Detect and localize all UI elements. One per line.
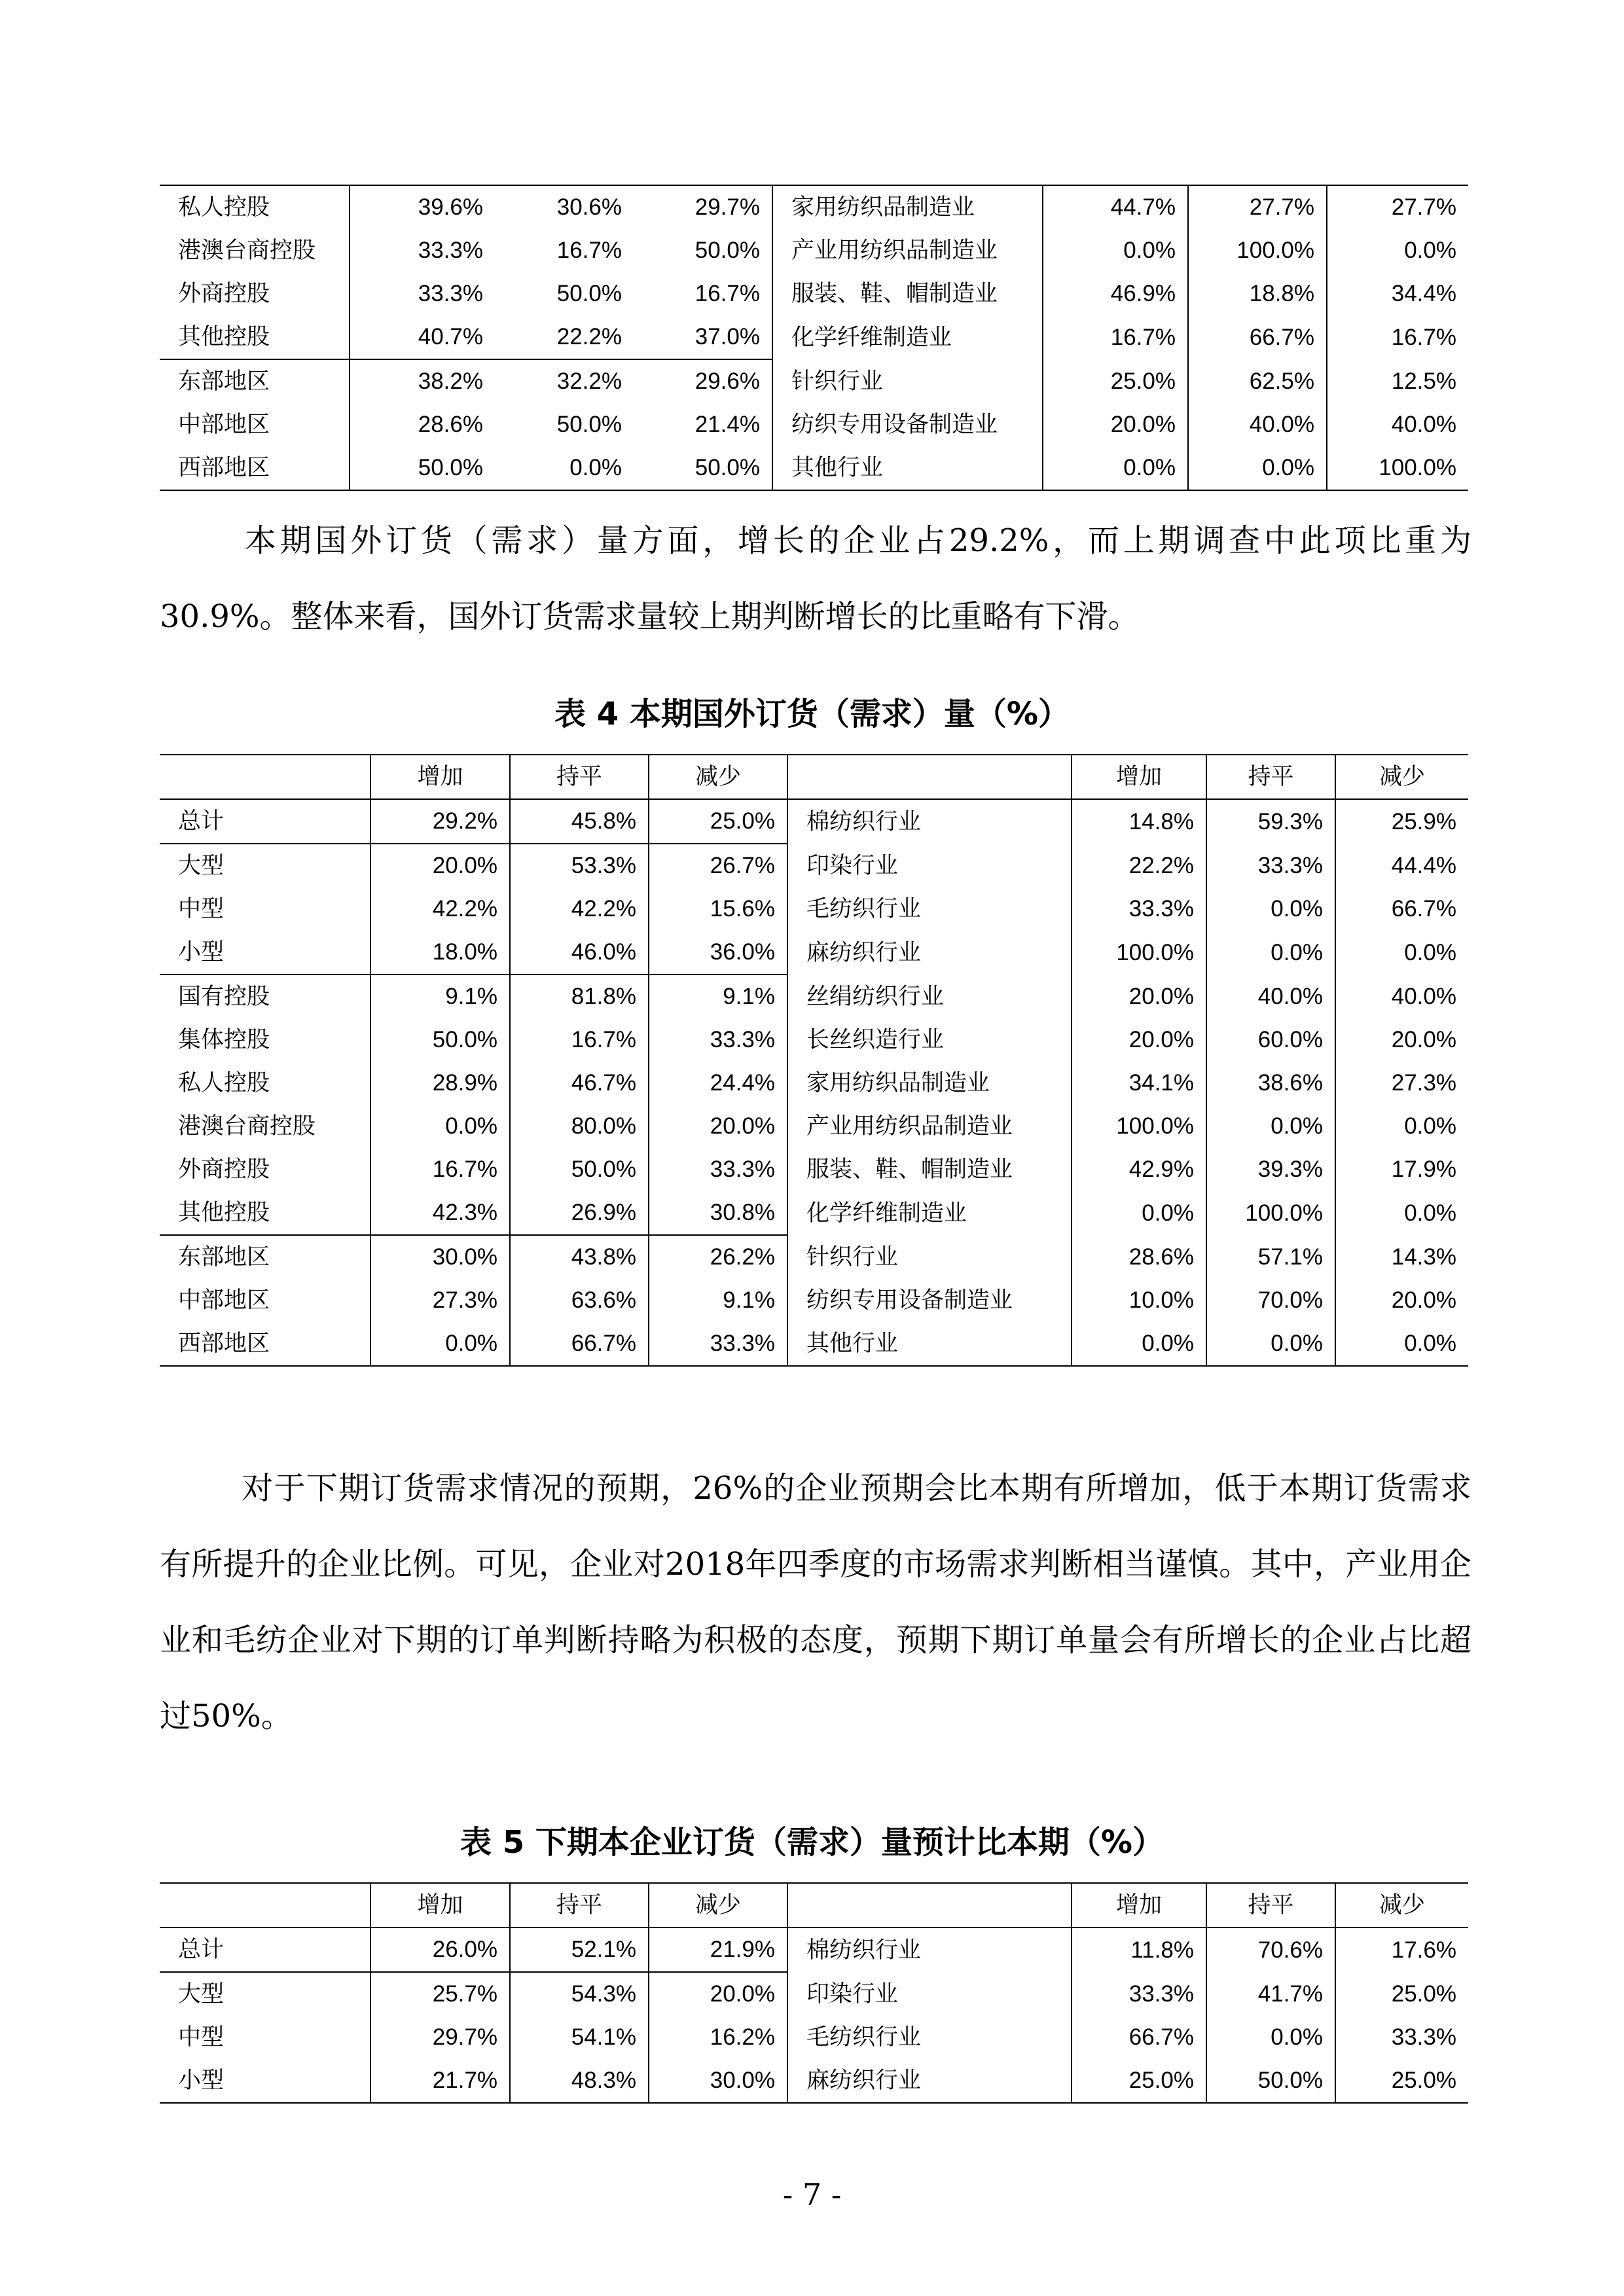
row-label: 中部地区	[178, 1287, 270, 1314]
cell-value: 0.0%	[1043, 446, 1188, 490]
header-row	[160, 1883, 1468, 1928]
cell-value: 66.7%	[1335, 888, 1468, 931]
table-row	[160, 272, 1468, 315]
cell-value: 50.0%	[370, 1018, 510, 1062]
cell-value: 33.3%	[1335, 2016, 1468, 2059]
row-label: 国有控股	[160, 975, 370, 1018]
table-row	[160, 1148, 1468, 1191]
cell-value: 28.9%	[370, 1062, 510, 1105]
cell-value: 66.7%	[1072, 2016, 1206, 2059]
column-header: 减少	[1335, 1883, 1468, 1928]
cell-value: 21.7%	[370, 2059, 510, 2103]
cell-value: 54.1%	[510, 2016, 649, 2059]
cell-value: 81.8%	[510, 975, 649, 1018]
cell-value: 14.3%	[1335, 1235, 1468, 1279]
cell-value: 20.0%	[1072, 975, 1206, 1018]
row-label: 长丝织造行业	[787, 1018, 1072, 1062]
table-row	[160, 799, 1468, 844]
cell-value: 37.0%	[695, 324, 760, 350]
header-blank	[160, 1883, 370, 1928]
table4-caption: 表 4 本期国外订货（需求）量（%）	[554, 696, 1070, 732]
cell-value: 52.1%	[510, 1928, 649, 1972]
table-row	[160, 975, 1468, 1018]
cell-value: 50.0%	[695, 238, 760, 263]
table-row	[160, 888, 1468, 931]
paragraph-text: 本期国外订货（需求）量方面，增长的企业占29.2%，而上期调查中此项比重为30.9%。整体来看，国外订货需求量较上期判断增长的比重略有下滑。	[160, 522, 1471, 635]
cell-value: 42.2%	[510, 888, 649, 931]
cell-value: 70.0%	[1206, 1279, 1335, 1322]
cell-value: 33.3%	[1206, 844, 1335, 888]
cell-value: 25.0%	[1335, 2059, 1468, 2103]
cell-value: 44.7%	[1043, 185, 1188, 229]
table5-body	[160, 1883, 1468, 2103]
header-row	[160, 755, 1468, 799]
cell-value: 0.0%	[495, 446, 634, 490]
table4	[160, 754, 1468, 1367]
row-label: 毛纺织行业	[787, 2016, 1072, 2059]
row-label: 西部地区	[160, 1322, 370, 1366]
row-label: 总计	[160, 799, 370, 844]
cell-value: 33.3%	[1072, 1972, 1206, 2016]
cell-value: 28.6%	[350, 403, 495, 446]
column-header: 减少	[649, 755, 787, 799]
cell-value: 16.7%	[370, 1148, 510, 1191]
cell-value: 20.0%	[1043, 403, 1188, 446]
column-header: 增加	[370, 1883, 510, 1928]
cell-value: 0.0%	[1335, 1191, 1468, 1235]
row-label: 针织行业	[772, 359, 1043, 403]
row-label: 其他控股	[178, 324, 270, 350]
table-row	[160, 359, 1468, 403]
cell-value: 50.0%	[1206, 2059, 1335, 2103]
row-label: 私人控股	[160, 185, 350, 229]
row-label: 外商控股	[178, 281, 270, 307]
cell-value: 34.1%	[1072, 1062, 1206, 1105]
column-header: 持平	[510, 1883, 649, 1928]
cell-value: 0.0%	[370, 1105, 510, 1148]
table-row	[160, 1018, 1468, 1062]
row-label: 服装、鞋、帽制造业	[787, 1148, 1072, 1191]
cell-value: 36.0%	[649, 931, 787, 975]
row-label: 纺织专用设备制造业	[772, 403, 1043, 446]
cell-value: 12.5%	[1327, 359, 1468, 403]
row-label: 东部地区	[160, 1235, 370, 1279]
cell-value: 33.3%	[649, 1018, 787, 1062]
cell-value: 50.0%	[556, 412, 622, 437]
cell-value: 0.0%	[370, 1322, 510, 1366]
row-label: 家用纺织品制造业	[787, 1062, 1072, 1105]
cell-value: 29.7%	[634, 185, 772, 229]
cell-value: 9.1%	[649, 975, 787, 1018]
cell-value: 25.7%	[370, 1972, 510, 2016]
cell-value: 18.0%	[370, 931, 510, 975]
row-label: 其他控股	[178, 1200, 270, 1226]
cell-value: 33.3%	[649, 1148, 787, 1191]
cell-value: 42.3%	[370, 1191, 510, 1235]
cell-value: 16.7%	[556, 238, 622, 263]
table-row	[160, 1972, 1468, 2016]
cell-value: 17.9%	[1335, 1148, 1468, 1191]
cell-value: 33.3%	[1072, 888, 1206, 931]
cell-value: 70.6%	[1206, 1928, 1335, 1972]
row-label: 西部地区	[160, 446, 350, 490]
row-label: 其他行业	[772, 446, 1043, 490]
page-number: - 7 -	[782, 2177, 842, 2212]
cell-value: 15.6%	[649, 888, 787, 931]
cell-value: 0.0%	[1335, 1322, 1468, 1366]
cell-value: 29.7%	[370, 2016, 510, 2059]
cell-value: 59.3%	[1206, 799, 1335, 844]
table-row	[160, 403, 1468, 446]
table3-continued	[160, 185, 1468, 491]
cell-value: 34.4%	[1327, 272, 1468, 315]
column-header: 减少	[1335, 755, 1468, 799]
cell-value: 20.0%	[1072, 1018, 1206, 1062]
row-label: 其他行业	[787, 1322, 1072, 1366]
row-label: 大型	[160, 844, 370, 888]
cell-value: 26.2%	[649, 1235, 787, 1279]
cell-value: 18.8%	[1188, 272, 1327, 315]
cell-value: 25.9%	[1335, 799, 1468, 844]
header-blank	[787, 755, 1072, 799]
row-label: 东部地区	[160, 359, 350, 403]
cell-value: 48.3%	[510, 2059, 649, 2103]
row-label: 针织行业	[787, 1235, 1072, 1279]
table-row	[160, 1322, 1468, 1366]
cell-value: 46.0%	[510, 931, 649, 975]
cell-value: 28.6%	[1072, 1235, 1206, 1279]
cell-value: 25.0%	[1043, 359, 1188, 403]
cell-value: 40.0%	[1327, 403, 1468, 446]
row-label: 家用纺织品制造业	[772, 185, 1043, 229]
cell-value: 0.0%	[1206, 931, 1335, 975]
cell-value: 0.0%	[1043, 229, 1188, 272]
cell-value: 42.2%	[370, 888, 510, 931]
cell-value: 33.3%	[350, 272, 495, 315]
cell-value: 26.7%	[649, 844, 787, 888]
cell-value: 16.7%	[695, 281, 760, 306]
cell-value: 30.8%	[649, 1191, 787, 1235]
cell-value: 20.0%	[1335, 1279, 1468, 1322]
cell-value: 16.7%	[1043, 315, 1188, 359]
cell-value: 40.0%	[1206, 975, 1335, 1018]
cell-value: 25.0%	[1335, 1972, 1468, 2016]
cell-value: 80.0%	[510, 1105, 649, 1148]
cell-value: 27.7%	[1188, 185, 1327, 229]
cell-value: 41.7%	[1206, 1972, 1335, 2016]
cell-value: 63.6%	[510, 1279, 649, 1322]
cell-value: 100.0%	[1327, 446, 1468, 490]
row-label: 麻纺织行业	[787, 2059, 1072, 2103]
cell-value: 100.0%	[1072, 1105, 1206, 1148]
row-label: 服装、鞋、帽制造业	[772, 272, 1043, 315]
cell-value: 100.0%	[1072, 931, 1206, 975]
cell-value: 20.0%	[649, 1972, 787, 2016]
cell-value: 29.6%	[634, 359, 772, 403]
cell-value: 42.9%	[1072, 1148, 1206, 1191]
paragraph-foreign-orders	[160, 503, 1471, 655]
cell-value: 40.0%	[1335, 975, 1468, 1018]
cell-value: 46.7%	[510, 1062, 649, 1105]
cell-value: 40.0%	[1188, 403, 1327, 446]
paragraph-next-period-forecast	[160, 1450, 1471, 1754]
cell-value: 0.0%	[1206, 2016, 1335, 2059]
row-label: 港澳台商控股	[178, 238, 316, 264]
cell-value: 16.7%	[1327, 315, 1468, 359]
cell-value: 50.0%	[510, 1148, 649, 1191]
cell-value: 16.2%	[649, 2016, 787, 2059]
row-label: 产业用纺织品制造业	[772, 229, 1043, 272]
cell-value: 43.8%	[510, 1235, 649, 1279]
cell-value: 33.3%	[350, 229, 495, 272]
cell-value: 17.6%	[1335, 1928, 1468, 1972]
table-row	[160, 1235, 1468, 1279]
row-label: 中部地区	[178, 412, 270, 438]
cell-value: 100.0%	[1206, 1191, 1335, 1235]
cell-value: 60.0%	[1206, 1018, 1335, 1062]
cell-value: 0.0%	[1335, 931, 1468, 975]
cell-value: 0.0%	[1072, 1191, 1206, 1235]
table-row	[160, 2016, 1468, 2059]
cell-value: 0.0%	[1327, 229, 1468, 272]
cell-value: 39.6%	[350, 185, 495, 229]
table-row	[160, 315, 1468, 359]
cell-value: 45.8%	[510, 799, 649, 844]
cell-value: 25.0%	[649, 799, 787, 844]
table-row	[160, 229, 1468, 272]
row-label: 化学纤维制造业	[772, 315, 1043, 359]
column-header: 持平	[510, 755, 649, 799]
cell-value: 0.0%	[1206, 888, 1335, 931]
cell-value: 44.4%	[1335, 844, 1468, 888]
cell-value: 11.8%	[1072, 1928, 1206, 1972]
cell-value: 0.0%	[1188, 446, 1327, 490]
row-label: 私人控股	[178, 1070, 270, 1096]
cell-value: 33.3%	[649, 1322, 787, 1366]
cell-value: 26.0%	[370, 1928, 510, 1972]
table-row	[160, 844, 1468, 888]
cell-value: 62.5%	[1188, 359, 1327, 403]
row-label: 总计	[160, 1928, 370, 1972]
table5-caption: 表 5 下期本企业订货（需求）量预计比本期（%）	[460, 1824, 1164, 1861]
cell-value: 24.4%	[649, 1062, 787, 1105]
row-label: 小型	[160, 2059, 370, 2103]
cell-value: 10.0%	[1072, 1279, 1206, 1322]
cell-value: 57.1%	[1206, 1235, 1335, 1279]
cell-value: 27.3%	[1335, 1062, 1468, 1105]
cell-value: 0.0%	[1072, 1322, 1206, 1366]
cell-value: 20.0%	[649, 1105, 787, 1148]
cell-value: 32.2%	[495, 359, 634, 403]
row-label: 中型	[178, 2024, 225, 2051]
cell-value: 14.8%	[1072, 799, 1206, 844]
cell-value: 25.0%	[1072, 2059, 1206, 2103]
cell-value: 9.1%	[649, 1279, 787, 1322]
cell-value: 30.6%	[495, 185, 634, 229]
cell-value: 38.6%	[1206, 1062, 1335, 1105]
row-label: 棉纺织行业	[787, 799, 1072, 844]
cell-value: 22.2%	[556, 324, 622, 350]
cell-value: 0.0%	[1335, 1105, 1468, 1148]
cell-value: 50.0%	[556, 281, 622, 306]
cell-value: 27.7%	[1327, 185, 1468, 229]
column-header: 增加	[370, 755, 510, 799]
cell-value: 46.9%	[1043, 272, 1188, 315]
cell-value: 21.9%	[649, 1928, 787, 1972]
row-label: 棉纺织行业	[787, 1928, 1072, 1972]
table-row	[160, 931, 1468, 975]
cell-value: 54.3%	[510, 1972, 649, 2016]
row-label: 集体控股	[178, 1027, 270, 1053]
cell-value: 26.9%	[510, 1191, 649, 1235]
column-header: 持平	[1206, 1883, 1335, 1928]
cell-value: 20.0%	[370, 844, 510, 888]
cell-value: 22.2%	[1072, 844, 1206, 888]
cell-value: 9.1%	[370, 975, 510, 1018]
column-header: 增加	[1072, 755, 1206, 799]
cell-value: 29.2%	[370, 799, 510, 844]
cell-value: 40.7%	[350, 315, 495, 359]
cell-value: 30.0%	[649, 2059, 787, 2103]
table4-body	[160, 755, 1468, 1366]
table3-body	[160, 185, 1468, 490]
table-row	[160, 1062, 1468, 1105]
cell-value: 38.2%	[350, 359, 495, 403]
table-row	[160, 1928, 1468, 1972]
row-label: 印染行业	[787, 844, 1072, 888]
table-row	[160, 446, 1468, 490]
cell-value: 50.0%	[350, 446, 495, 490]
table-row	[160, 1279, 1468, 1322]
row-label: 小型	[178, 939, 225, 965]
row-label: 印染行业	[787, 1972, 1072, 2016]
cell-value: 27.3%	[370, 1279, 510, 1322]
row-label: 毛纺织行业	[787, 888, 1072, 931]
cell-value: 50.0%	[634, 446, 772, 490]
table-row	[160, 2059, 1468, 2103]
cell-value: 100.0%	[1188, 229, 1327, 272]
cell-value: 20.0%	[1335, 1018, 1468, 1062]
cell-value: 0.0%	[1206, 1105, 1335, 1148]
row-label: 麻纺织行业	[787, 931, 1072, 975]
cell-value: 30.0%	[370, 1235, 510, 1279]
cell-value: 66.7%	[1188, 315, 1327, 359]
header-blank	[160, 755, 370, 799]
table5	[160, 1882, 1468, 2104]
column-header: 增加	[1072, 1883, 1206, 1928]
column-header: 持平	[1206, 755, 1335, 799]
cell-value: 53.3%	[510, 844, 649, 888]
paragraph-text: 对于下期订货需求情况的预期，26%的企业预期会比本期有所增加，低于本期订货需求有所提升的企业比例。可见，企业对2018年四季度的市场需求判断相当谨慎。其中，产业用企业和毛纺企业对下期的订单判断持略为积极的态度，预期下期订单量会有所增长的企业占比超过50%。	[160, 1470, 1471, 1734]
cell-value: 16.7%	[510, 1018, 649, 1062]
cell-value: 66.7%	[510, 1322, 649, 1366]
table-row	[160, 185, 1468, 229]
cell-value: 21.4%	[695, 412, 760, 437]
row-label: 产业用纺织品制造业	[787, 1105, 1072, 1148]
row-label: 大型	[160, 1972, 370, 2016]
row-label: 港澳台商控股	[178, 1113, 316, 1139]
column-header: 减少	[649, 1883, 787, 1928]
row-label: 中型	[178, 896, 225, 922]
row-label: 外商控股	[178, 1157, 270, 1183]
cell-value: 39.3%	[1206, 1148, 1335, 1191]
row-label: 化学纤维制造业	[787, 1191, 1072, 1235]
row-label: 丝绢纺织行业	[787, 975, 1072, 1018]
row-label: 纺织专用设备制造业	[787, 1279, 1072, 1322]
table-row	[160, 1191, 1468, 1235]
table-row	[160, 1105, 1468, 1148]
header-blank	[787, 1883, 1072, 1928]
cell-value: 0.0%	[1206, 1322, 1335, 1366]
